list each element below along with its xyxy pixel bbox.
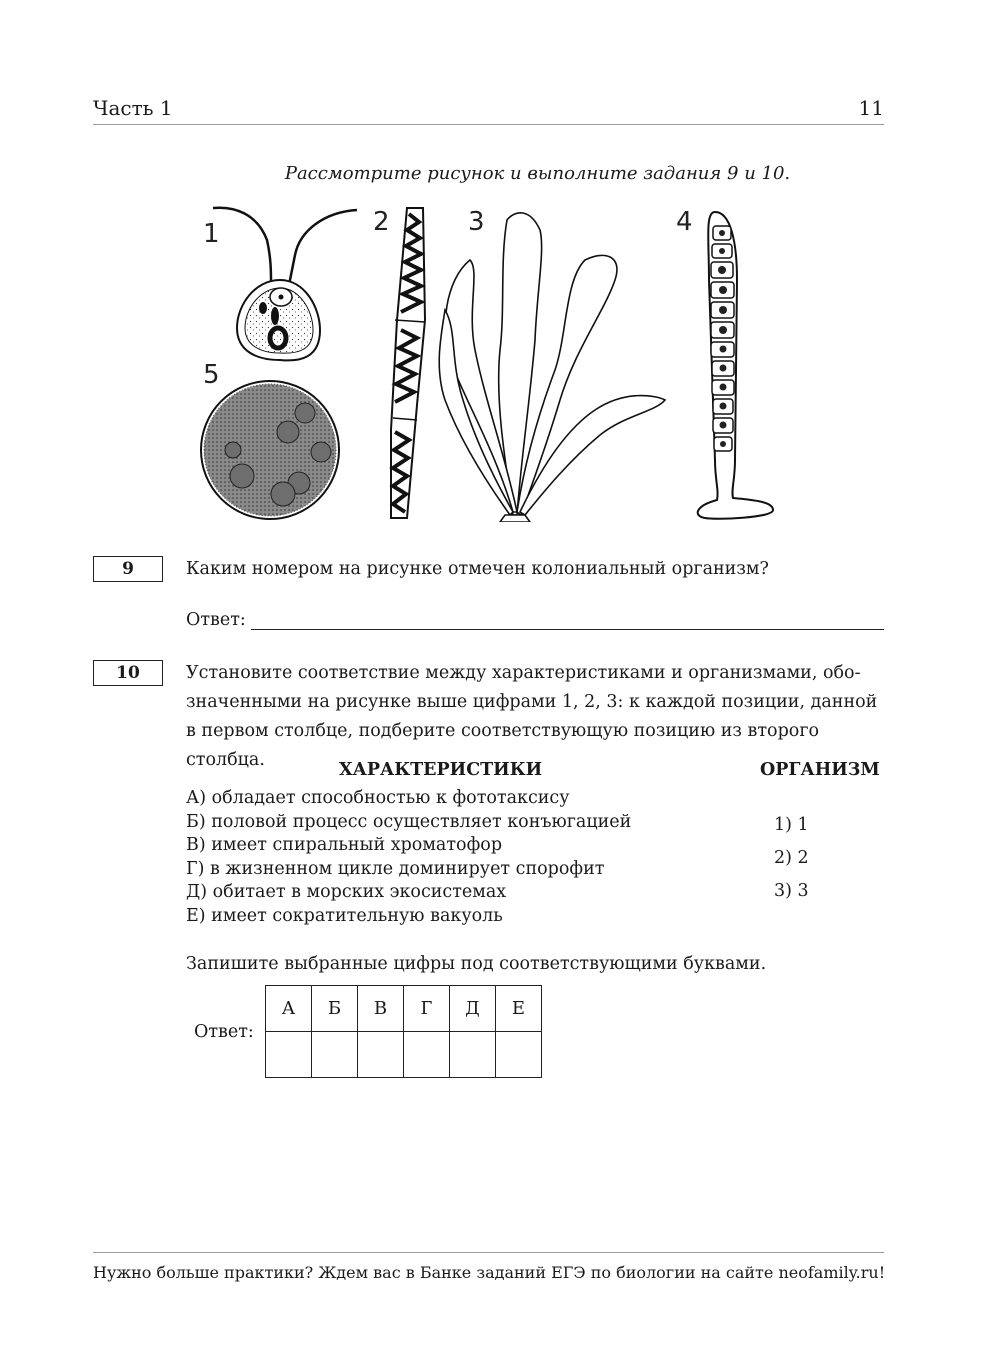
- characteristics-list: [186, 787, 631, 929]
- figure-label-3: 3: [468, 207, 485, 237]
- organisms-figure: [195, 200, 785, 522]
- task-10-question: [186, 659, 886, 775]
- answer-column-letter: Е: [496, 986, 542, 1032]
- answer-cell[interactable]: [450, 1032, 496, 1078]
- characteristic-item: А) обладает способностью к фототаксису: [186, 788, 570, 808]
- write-instruction: Запишите выбранные цифры под соответствующими буквами.: [186, 954, 767, 974]
- task-9-answer-label: Ответ:: [186, 610, 246, 630]
- question-line: Установите соответствие между характеристиками и организмами, обо-: [186, 663, 861, 683]
- answer-column-letter: А: [266, 986, 312, 1032]
- answer-table: [265, 985, 542, 1078]
- task-9-question: Каким номером на рисунке отмечен колониальный организм?: [186, 559, 769, 579]
- answer-cell[interactable]: [358, 1032, 404, 1078]
- answer-column-letter: Б: [312, 986, 358, 1032]
- question-line: значенными на рисунке выше цифрами 1, 2, 3: к каждой позиции, данной: [186, 692, 878, 712]
- answer-cell[interactable]: [404, 1032, 450, 1078]
- footer-text: Нужно больше практики? Ждем вас в Банке заданий ЕГЭ по биологии на сайте neofamily.ru!: [93, 1263, 886, 1282]
- task-10-number: 10: [93, 660, 163, 686]
- characteristics-heading: ХАРАКТЕРИСТИКИ: [339, 760, 543, 780]
- kelp-drawing: [439, 213, 665, 522]
- answer-column-letter: Г: [404, 986, 450, 1032]
- answer-cell[interactable]: [266, 1032, 312, 1078]
- figure-label-5: 5: [203, 360, 220, 390]
- figure-instruction: Рассмотрите рисунок и выполните задания 9 и 10.: [284, 163, 791, 184]
- figure-label-4: 4: [676, 207, 693, 237]
- question-line: в первом столбце, подберите соответствующую позицию из второго столбца.: [186, 721, 820, 770]
- footer-divider: [93, 1252, 884, 1253]
- answer-table-header-row: [266, 986, 542, 1032]
- answer-cell[interactable]: [496, 1032, 542, 1078]
- characteristic-item: В) имеет спиральный хроматофор: [186, 835, 503, 856]
- answer-column-letter: В: [358, 986, 404, 1032]
- organism-item: 3) 3: [774, 881, 809, 901]
- filament-alga-drawing: [698, 212, 773, 519]
- header-divider: [93, 124, 884, 125]
- answer-table-input-row: [266, 1032, 542, 1078]
- organism-item: 2) 2: [774, 848, 809, 868]
- task-9-answer-line[interactable]: [251, 629, 884, 630]
- page-number: 11: [858, 96, 884, 120]
- task-9-number: 9: [93, 556, 163, 582]
- volvox-drawing: [201, 381, 339, 519]
- spirogyra-drawing: [391, 208, 425, 518]
- figure-label-2: 2: [373, 207, 390, 237]
- figure-label-1: 1: [203, 219, 220, 249]
- characteristic-item: Д) обитает в морских экосистемах: [186, 882, 507, 903]
- organism-heading: ОРГАНИЗМ: [760, 760, 880, 780]
- organism-item: 1) 1: [774, 815, 809, 835]
- characteristic-item: Г) в жизненном цикле доминирует спорофит: [186, 858, 605, 879]
- task-10-answer-label: Ответ:: [194, 1022, 254, 1042]
- characteristic-item: Е) имеет сократительную вакуоль: [186, 905, 503, 926]
- euglena-drawing: [213, 208, 357, 361]
- characteristic-item: Б) половой процесс осуществляет конъюгацией: [186, 811, 632, 832]
- answer-column-letter: Д: [450, 986, 496, 1032]
- section-title: Часть 1: [93, 96, 173, 120]
- answer-cell[interactable]: [312, 1032, 358, 1078]
